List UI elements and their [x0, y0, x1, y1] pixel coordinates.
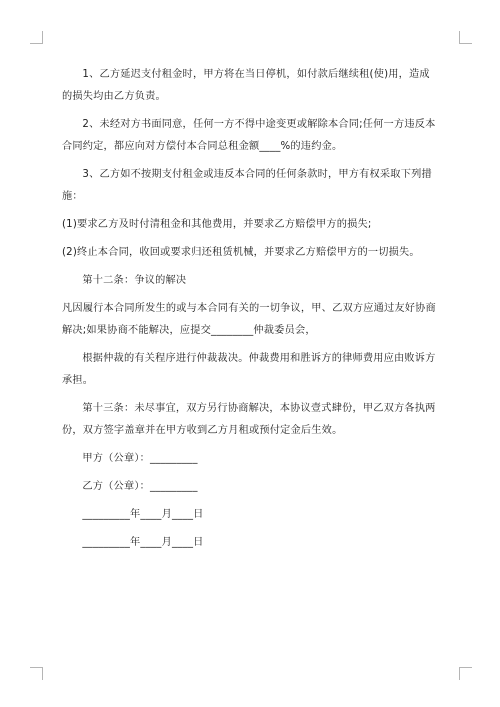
crop-mark-bottom-right [459, 667, 472, 680]
article-12-arbitration: 根据仲裁的有关程序进行仲裁裁决。仲裁费用和胜诉方的律师费用应由败诉方承担。 [62, 353, 436, 386]
signature-date-2: _________年____月____日 [82, 537, 204, 548]
article-12-text: 凡因履行本合同所发生的或与本合同有关的一切争议，甲、乙双方应通过友好协商解决;如果协商不能解决，应提交________仲裁委员会， [62, 303, 436, 336]
signature-date-1: _________年____月____日 [82, 509, 204, 520]
document-body [62, 64, 440, 560]
clause-late-payment: 1、乙方延迟支付租金时，甲方将在当日停机，如付款后继续租(使)用，造成的损失均由乙方负责。 [62, 69, 430, 102]
crop-mark-bottom-left [30, 667, 43, 680]
crop-mark-top-right [459, 31, 472, 44]
party-a-signature: 甲方（公章）：_________ [82, 453, 198, 464]
crop-mark-top-left [30, 31, 43, 44]
measure-item-1: (1)要求乙方及时付清租金和其他费用，并要求乙方赔偿甲方的损失; [62, 219, 372, 230]
clause-unilateral-change: 2、未经对方书面同意，任何一方不得中途变更或解除本合同;任何一方违反本合同约定，都应向对方偿付本合同总租金额____%的违约金。 [62, 119, 436, 152]
party-b-signature: 乙方（公章）：_________ [82, 481, 198, 492]
article-13-text: 第十三条：未尽事宜，双方另行协商解决，本协议壹式肆份，甲乙双方各执两份，双方签字盖章并在甲方收到乙方月租或预付定金后生效。 [62, 403, 436, 436]
measure-item-2: (2)终止本合同，收回或要求归还租赁机械，并要求乙方赔偿甲方的一切损失。 [62, 247, 420, 258]
clause-breach-measures: 3、乙方如不按期支付租金或违反本合同的任何条款时，甲方有权采取下列措施： [62, 169, 432, 202]
article-12-heading: 第十二条：争议的解决 [82, 275, 187, 286]
